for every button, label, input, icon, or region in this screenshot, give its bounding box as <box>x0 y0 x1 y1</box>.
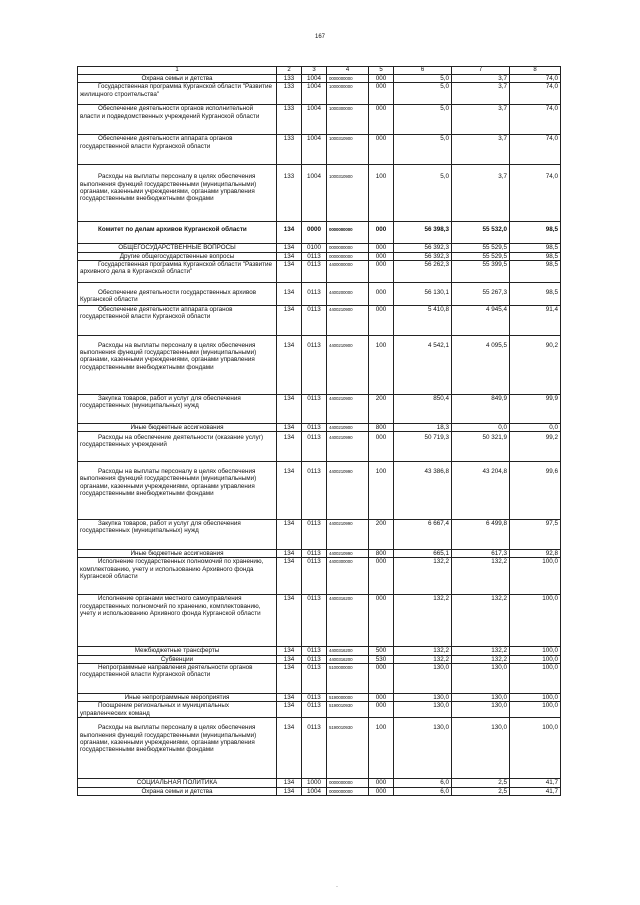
execution-percent: 99,6 <box>510 462 561 520</box>
execution-percent: 0,0 <box>510 423 561 431</box>
target-code: 4400210900 <box>327 305 369 335</box>
expense-type-code: 000 <box>369 694 394 702</box>
executed-amount: 3,7 <box>452 105 510 135</box>
planned-amount: 5,0 <box>394 83 452 105</box>
planned-amount: 50 719,3 <box>394 432 452 462</box>
section-code: 0113 <box>302 423 327 431</box>
section-code: 0113 <box>302 260 327 282</box>
row-name: Комитет по делам архивов Курганской области <box>78 222 277 244</box>
section-code: 0113 <box>302 664 327 694</box>
target-code: 5190010930 <box>327 702 369 718</box>
row-name: Обеспечение деятельности аппарата органов государственной власти Курганской области <box>78 135 277 165</box>
column-header: 5 <box>369 67 394 75</box>
table-row <box>78 787 561 795</box>
planned-amount: 5,0 <box>394 165 452 222</box>
executed-amount: 55 529,5 <box>452 244 510 252</box>
execution-percent: 90,2 <box>510 335 561 394</box>
table-row <box>78 558 561 595</box>
executed-amount: 132,2 <box>452 595 510 647</box>
admin-code: 133 <box>277 135 302 165</box>
admin-code: 134 <box>277 647 302 655</box>
expense-type-code: 000 <box>369 595 394 647</box>
execution-percent: 100,0 <box>510 718 561 779</box>
section-code: 0113 <box>302 595 327 647</box>
planned-amount: 132,2 <box>394 558 452 595</box>
admin-code: 134 <box>277 595 302 647</box>
row-name: Поощрение региональных и муниципальных управленческих команд <box>78 702 277 718</box>
executed-amount: 132,2 <box>452 655 510 663</box>
target-code: 0000000000 <box>327 244 369 252</box>
table-row <box>78 282 561 305</box>
target-code: 0000000000 <box>327 779 369 787</box>
admin-code: 134 <box>277 260 302 282</box>
section-code: 1004 <box>302 83 327 105</box>
admin-code: 134 <box>277 655 302 663</box>
row-name: Охрана семьи и детства <box>78 75 277 83</box>
column-header: 1 <box>78 67 277 75</box>
expense-type-code: 100 <box>369 718 394 779</box>
table-row <box>78 305 561 335</box>
executed-amount: 130,0 <box>452 702 510 718</box>
table-row <box>78 423 561 431</box>
target-code: 4400316200 <box>327 595 369 647</box>
column-header: 3 <box>302 67 327 75</box>
expense-type-code: 100 <box>369 462 394 520</box>
table-row <box>78 655 561 663</box>
section-code: 0113 <box>302 394 327 423</box>
execution-percent: 97,5 <box>510 520 561 550</box>
table-row <box>78 664 561 694</box>
expense-type-code: 000 <box>369 432 394 462</box>
section-code: 0113 <box>302 305 327 335</box>
planned-amount: 5,0 <box>394 135 452 165</box>
expense-type-code: 000 <box>369 664 394 694</box>
admin-code: 133 <box>277 105 302 135</box>
executed-amount: 55 532,0 <box>452 222 510 244</box>
execution-percent: 74,0 <box>510 165 561 222</box>
expense-type-code: 530 <box>369 655 394 663</box>
planned-amount: 665,1 <box>394 550 452 558</box>
table-row <box>78 165 561 222</box>
planned-amount: 18,3 <box>394 423 452 431</box>
admin-code: 134 <box>277 718 302 779</box>
executed-amount: 4 945,4 <box>452 305 510 335</box>
row-name: Обеспечение деятельности органов исполнительной власти и подведомственных учреждений Курганской области <box>78 105 277 135</box>
admin-code: 134 <box>277 520 302 550</box>
executed-amount: 3,7 <box>452 83 510 105</box>
execution-percent: 98,5 <box>510 244 561 252</box>
executed-amount: 849,9 <box>452 394 510 423</box>
execution-percent: 98,5 <box>510 260 561 282</box>
planned-amount: 132,2 <box>394 647 452 655</box>
row-name: Иные непрограммные мероприятия <box>78 694 277 702</box>
admin-code: 133 <box>277 165 302 222</box>
expense-type-code: 000 <box>369 558 394 595</box>
column-header: 8 <box>510 67 561 75</box>
planned-amount: 850,4 <box>394 394 452 423</box>
expense-type-code: 000 <box>369 83 394 105</box>
admin-code: 134 <box>277 432 302 462</box>
admin-code: 134 <box>277 282 302 305</box>
budget-execution-table <box>77 66 561 796</box>
expense-type-code: 100 <box>369 335 394 394</box>
target-code: 1000300000 <box>327 105 369 135</box>
executed-amount: 130,0 <box>452 718 510 779</box>
target-code: 5190000000 <box>327 694 369 702</box>
table-row <box>78 260 561 282</box>
section-code: 0113 <box>302 694 327 702</box>
target-code: 4400210990 <box>327 432 369 462</box>
execution-percent: 100,0 <box>510 647 561 655</box>
planned-amount: 4 542,1 <box>394 335 452 394</box>
planned-amount: 132,2 <box>394 655 452 663</box>
table-row <box>78 595 561 647</box>
planned-amount: 56 392,3 <box>394 252 452 260</box>
planned-amount: 43 386,8 <box>394 462 452 520</box>
admin-code: 134 <box>277 394 302 423</box>
expense-type-code: 000 <box>369 787 394 795</box>
admin-code: 134 <box>277 694 302 702</box>
table-row <box>78 335 561 394</box>
section-code: 0000 <box>302 222 327 244</box>
column-header: 2 <box>277 67 302 75</box>
expense-type-code: 000 <box>369 282 394 305</box>
row-name: Государственная программа Курганской области "Развитие жилищного строительства" <box>78 83 277 105</box>
executed-amount: 3,7 <box>452 135 510 165</box>
target-code: 4400210900 <box>327 394 369 423</box>
admin-code: 134 <box>277 305 302 335</box>
execution-percent: 100,0 <box>510 558 561 595</box>
target-code: 4400210990 <box>327 550 369 558</box>
table-row <box>78 83 561 105</box>
target-code: 4400316200 <box>327 647 369 655</box>
column-header: 6 <box>394 67 452 75</box>
expense-type-code: 800 <box>369 550 394 558</box>
execution-percent: 100,0 <box>510 702 561 718</box>
table-row <box>78 394 561 423</box>
planned-amount: 130,0 <box>394 702 452 718</box>
row-name: ОБЩЕГОСУДАРСТВЕННЫЕ ВОПРОСЫ <box>78 244 277 252</box>
admin-code: 134 <box>277 779 302 787</box>
section-code: 0113 <box>302 462 327 520</box>
admin-code: 134 <box>277 244 302 252</box>
admin-code: 134 <box>277 423 302 431</box>
footer-mark: · <box>336 884 338 890</box>
target-code: 5100000000 <box>327 664 369 694</box>
executed-amount: 6 499,8 <box>452 520 510 550</box>
section-code: 1004 <box>302 105 327 135</box>
executed-amount: 4 095,5 <box>452 335 510 394</box>
execution-percent: 100,0 <box>510 664 561 694</box>
section-code: 0113 <box>302 335 327 394</box>
execution-percent: 91,4 <box>510 305 561 335</box>
row-name: Обеспечение деятельности аппарата органов государственной власти Курганской области <box>78 305 277 335</box>
executed-amount: 617,3 <box>452 550 510 558</box>
section-code: 0113 <box>302 550 327 558</box>
row-name: Исполнение государственных полномочий по хранению, комплектованию, учету и использованию Архивного фонда Курганской области <box>78 558 277 595</box>
section-code: 1004 <box>302 135 327 165</box>
admin-code: 134 <box>277 550 302 558</box>
row-name: Другие общегосударственные вопросы <box>78 252 277 260</box>
row-name: Обеспечение деятельности государственных архивов Курганской области <box>78 282 277 305</box>
target-code: 4400210990 <box>327 520 369 550</box>
table-row <box>78 244 561 252</box>
target-code: 1000310900 <box>327 165 369 222</box>
row-name: Государственная программа Курганской области "Развитие архивного дела в Курганской области" <box>78 260 277 282</box>
executed-amount: 132,2 <box>452 558 510 595</box>
execution-percent: 98,5 <box>510 282 561 305</box>
execution-percent: 100,0 <box>510 595 561 647</box>
admin-code: 134 <box>277 462 302 520</box>
row-name: Иные бюджетные ассигнования <box>78 550 277 558</box>
section-code: 0113 <box>302 655 327 663</box>
column-numbers-row <box>78 67 561 75</box>
target-code: 0000000000 <box>327 787 369 795</box>
section-code: 0113 <box>302 432 327 462</box>
execution-percent: 99,2 <box>510 432 561 462</box>
executed-amount: 50 321,9 <box>452 432 510 462</box>
planned-amount: 56 262,3 <box>394 260 452 282</box>
table-row <box>78 432 561 462</box>
target-code: 4400300000 <box>327 558 369 595</box>
target-code: 0000000000 <box>327 75 369 83</box>
planned-amount: 130,0 <box>394 718 452 779</box>
execution-percent: 74,0 <box>510 135 561 165</box>
planned-amount: 56 392,3 <box>394 244 452 252</box>
table-row <box>78 105 561 135</box>
planned-amount: 6,0 <box>394 779 452 787</box>
table-row <box>78 647 561 655</box>
section-code: 0113 <box>302 558 327 595</box>
target-code: 0000000000 <box>327 222 369 244</box>
admin-code: 134 <box>277 558 302 595</box>
row-name: Охрана семьи и детства <box>78 787 277 795</box>
section-code: 0113 <box>302 647 327 655</box>
target-code: 4400316200 <box>327 655 369 663</box>
executed-amount: 2,5 <box>452 787 510 795</box>
execution-percent: 100,0 <box>510 655 561 663</box>
row-name: Расходы на обеспечение деятельности (оказание услуг) государственных учреждений <box>78 432 277 462</box>
table-row <box>78 520 561 550</box>
section-code: 0113 <box>302 282 327 305</box>
execution-percent: 100,0 <box>510 694 561 702</box>
execution-percent: 74,0 <box>510 83 561 105</box>
table-row <box>78 135 561 165</box>
table-row <box>78 75 561 83</box>
target-code: 4400210900 <box>327 335 369 394</box>
row-name: Закупка товаров, работ и услуг для обеспечения государственных (муниципальных) нужд <box>78 520 277 550</box>
expense-type-code: 200 <box>369 394 394 423</box>
executed-amount: 3,7 <box>452 75 510 83</box>
admin-code: 133 <box>277 75 302 83</box>
section-code: 1004 <box>302 75 327 83</box>
target-code: 1000310900 <box>327 135 369 165</box>
planned-amount: 56 130,1 <box>394 282 452 305</box>
section-code: 1004 <box>302 165 327 222</box>
admin-code: 133 <box>277 83 302 105</box>
row-name: Непрограммные направления деятельности органов государственной власти Курганской области <box>78 664 277 694</box>
section-code: 0113 <box>302 702 327 718</box>
page-number: 167 <box>314 34 325 40</box>
planned-amount: 6 667,4 <box>394 520 452 550</box>
table-row <box>78 694 561 702</box>
table-row <box>78 462 561 520</box>
expense-type-code: 100 <box>369 165 394 222</box>
target-code: 5190010930 <box>327 718 369 779</box>
expense-type-code: 000 <box>369 75 394 83</box>
planned-amount: 6,0 <box>394 787 452 795</box>
column-header: 4 <box>327 67 369 75</box>
planned-amount: 5 410,8 <box>394 305 452 335</box>
planned-amount: 5,0 <box>394 75 452 83</box>
expense-type-code: 000 <box>369 222 394 244</box>
admin-code: 134 <box>277 664 302 694</box>
section-code: 1004 <box>302 787 327 795</box>
table-row <box>78 779 561 787</box>
executed-amount: 55 529,5 <box>452 252 510 260</box>
row-name: Расходы на выплаты персоналу в целях обеспечения выполнения функций государственными (муниципальными) органами, казенными учреждениями, органами управления государственными внебюджетными фондами <box>78 335 277 394</box>
row-name: СОЦИАЛЬНАЯ ПОЛИТИКА <box>78 779 277 787</box>
row-name: Иные бюджетные ассигнования <box>78 423 277 431</box>
target-code: 1000000000 <box>327 83 369 105</box>
admin-code: 134 <box>277 335 302 394</box>
expense-type-code: 000 <box>369 305 394 335</box>
target-code: 4400210900 <box>327 423 369 431</box>
executed-amount: 2,5 <box>452 779 510 787</box>
table-row <box>78 718 561 779</box>
target-code: 4400210990 <box>327 462 369 520</box>
table-row <box>78 702 561 718</box>
expense-type-code: 000 <box>369 105 394 135</box>
execution-percent: 41,7 <box>510 787 561 795</box>
expense-type-code: 800 <box>369 423 394 431</box>
executed-amount: 55 267,3 <box>452 282 510 305</box>
section-code: 0113 <box>302 520 327 550</box>
expense-type-code: 000 <box>369 135 394 165</box>
executed-amount: 43 204,8 <box>452 462 510 520</box>
section-code: 0100 <box>302 244 327 252</box>
expense-type-code: 000 <box>369 252 394 260</box>
row-name: Исполнение органами местного самоуправления государственных полномочий по хранению, комплектованию, учету и использованию Архивного фонда Курганской области <box>78 595 277 647</box>
expense-type-code: 200 <box>369 520 394 550</box>
table-row <box>78 550 561 558</box>
planned-amount: 5,0 <box>394 105 452 135</box>
section-code: 0113 <box>302 718 327 779</box>
column-header: 7 <box>452 67 510 75</box>
execution-percent: 92,8 <box>510 550 561 558</box>
row-name: Закупка товаров, работ и услуг для обеспечения государственных (муниципальных) нужд <box>78 394 277 423</box>
planned-amount: 130,0 <box>394 694 452 702</box>
expense-type-code: 000 <box>369 244 394 252</box>
admin-code: 134 <box>277 787 302 795</box>
row-name: Субвенции <box>78 655 277 663</box>
row-name: Расходы на выплаты персоналу в целях обеспечения выполнения функций государственными (муниципальными) органами, казенными учреждениями, органами управления государственными внебюджетными фондами <box>78 718 277 779</box>
expense-type-code: 000 <box>369 260 394 282</box>
execution-percent: 98,5 <box>510 222 561 244</box>
row-name: Расходы на выплаты персоналу в целях обеспечения выполнения функций государственными (муниципальными) органами, казенными учреждениями, органами управления государственными внебюджетными фондами <box>78 462 277 520</box>
expense-type-code: 000 <box>369 779 394 787</box>
execution-percent: 74,0 <box>510 105 561 135</box>
target-code: 4400000000 <box>327 260 369 282</box>
admin-code: 134 <box>277 252 302 260</box>
executed-amount: 3,7 <box>452 165 510 222</box>
planned-amount: 56 398,3 <box>394 222 452 244</box>
execution-percent: 98,5 <box>510 252 561 260</box>
planned-amount: 130,0 <box>394 664 452 694</box>
table-row <box>78 222 561 244</box>
executed-amount: 0,0 <box>452 423 510 431</box>
execution-percent: 74,0 <box>510 75 561 83</box>
row-name: Расходы на выплаты персоналу в целях обеспечения выполнения функций государственными (муниципальными) органами, казенными учреждениями, органами управления государственными внебюджетными фондами <box>78 165 277 222</box>
admin-code: 134 <box>277 702 302 718</box>
expense-type-code: 500 <box>369 647 394 655</box>
table-row <box>78 252 561 260</box>
expense-type-code: 000 <box>369 702 394 718</box>
executed-amount: 130,0 <box>452 694 510 702</box>
target-code: 4400200000 <box>327 282 369 305</box>
execution-percent: 99,9 <box>510 394 561 423</box>
admin-code: 134 <box>277 222 302 244</box>
executed-amount: 130,0 <box>452 664 510 694</box>
execution-percent: 41,7 <box>510 779 561 787</box>
target-code: 0000000000 <box>327 252 369 260</box>
section-code: 1000 <box>302 779 327 787</box>
executed-amount: 132,2 <box>452 647 510 655</box>
section-code: 0113 <box>302 252 327 260</box>
row-name: Межбюджетные трансферты <box>78 647 277 655</box>
planned-amount: 132,2 <box>394 595 452 647</box>
executed-amount: 55 399,5 <box>452 260 510 282</box>
